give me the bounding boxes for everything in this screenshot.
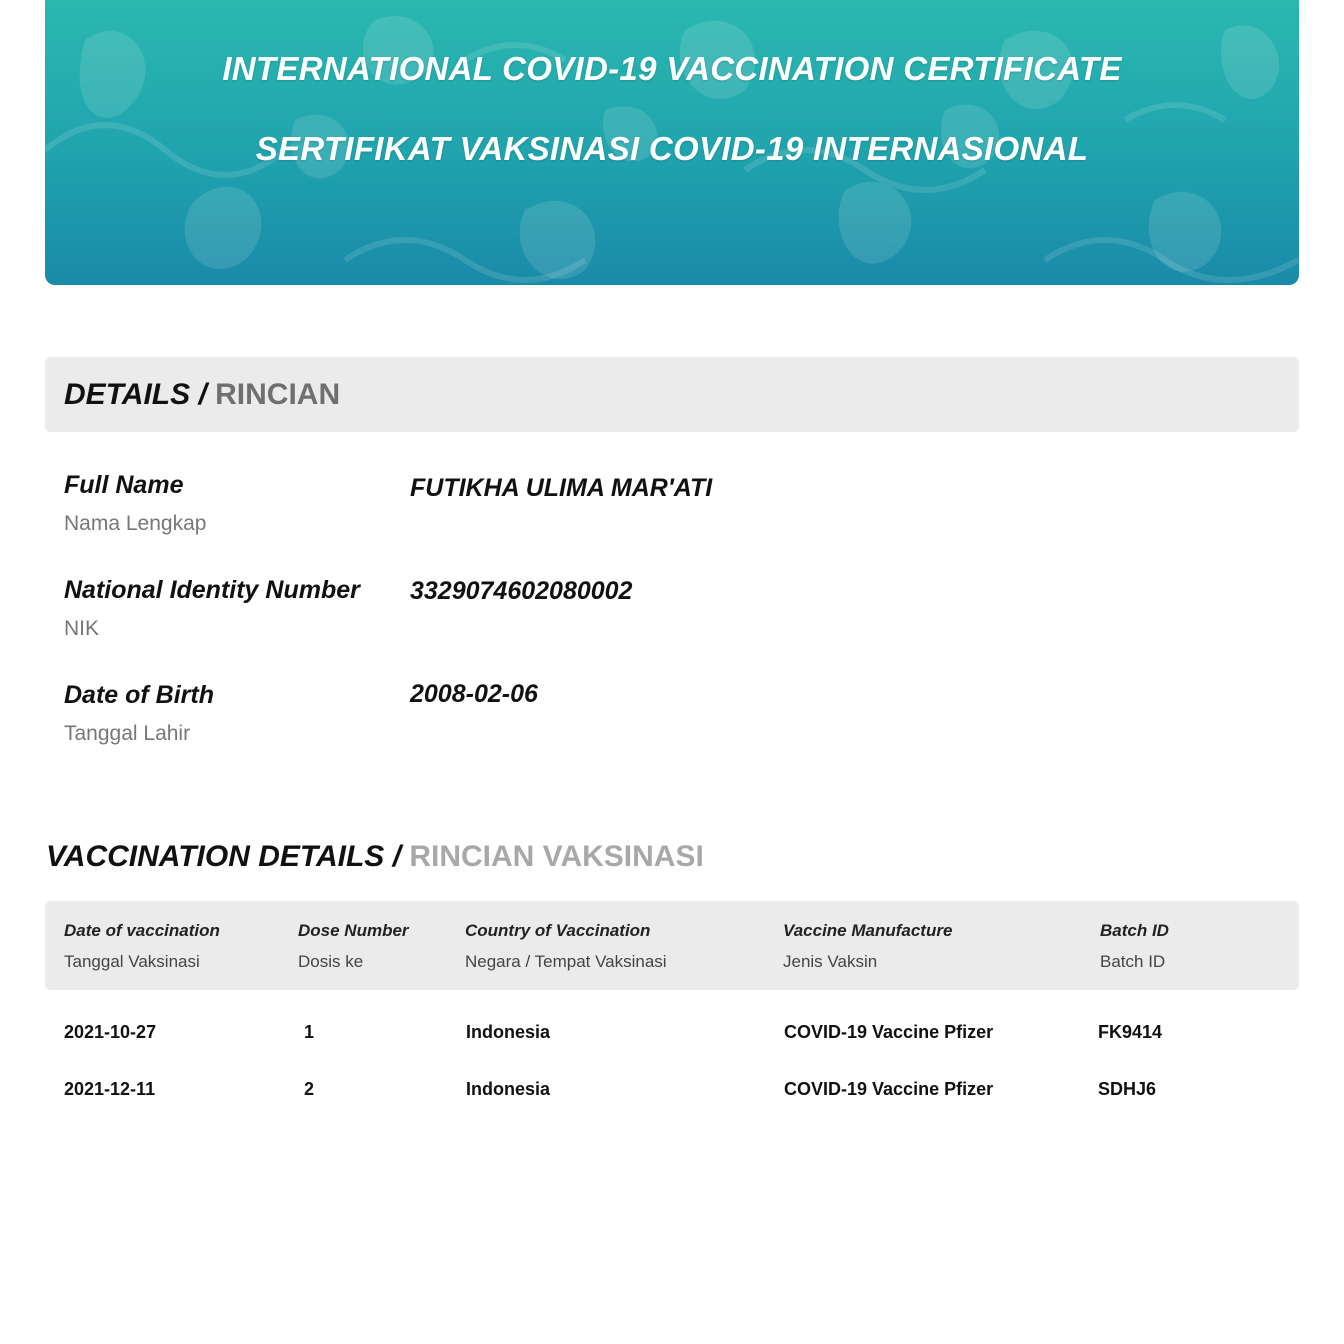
column-batch-id: Batch ID [1100, 952, 1166, 971]
vaccination-heading [46, 840, 704, 874]
details-heading-id: RINCIAN [215, 378, 341, 411]
row-country: Indonesia [466, 1079, 551, 1099]
dob-label-en: Date of Birth [64, 681, 214, 709]
details-heading-en: DETAILS / [64, 378, 207, 411]
row-country: Indonesia [466, 1022, 551, 1042]
vaccination-table-header [45, 901, 1299, 990]
certificate-title-id: SERTIFIKAT VAKSINASI COVID-19 INTERNASIONAL [255, 130, 1089, 167]
row-dose: 2 [304, 1079, 315, 1099]
nik-label [64, 576, 360, 641]
vaccination-heading-en: VACCINATION DETAILS / [46, 840, 401, 873]
row-batch: FK9414 [1098, 1022, 1163, 1042]
nik-value: 3329074602080002 [410, 577, 633, 605]
details-heading [64, 378, 340, 412]
certificate-title-en: INTERNATIONAL COVID-19 VACCINATION CERTIFICATE [222, 50, 1122, 87]
row-batch: SDHJ6 [1098, 1079, 1157, 1099]
column-dose-en: Dose Number [298, 921, 409, 940]
column-batch-en: Batch ID [1100, 921, 1169, 940]
column-country-en: Country of Vaccination [465, 921, 651, 940]
column-manufacture-id: Jenis Vaksin [783, 952, 878, 971]
row-date: 2021-12-11 [64, 1079, 156, 1099]
full-name-label-id: Nama Lengkap [64, 512, 207, 535]
nik-label-id: NIK [64, 617, 100, 640]
dob-label [64, 681, 214, 746]
details-section-header [45, 357, 1299, 432]
nik-label-en: National Identity Number [64, 576, 360, 604]
column-date [64, 921, 220, 972]
full-name-label [64, 471, 206, 536]
full-name-label-en: Full Name [64, 471, 184, 499]
column-dose [298, 921, 409, 972]
full-name-value: FUTIKHA ULIMA MAR'ATI [410, 474, 713, 502]
column-country-id: Negara / Tempat Vaksinasi [465, 952, 667, 971]
row-dose: 1 [304, 1022, 315, 1042]
column-dose-id: Dosis ke [298, 952, 364, 971]
row-manufacture: COVID-19 Vaccine Pfizer [784, 1079, 994, 1099]
column-date-en: Date of vaccination [64, 921, 220, 940]
column-country [465, 921, 667, 972]
certificate-banner [45, 0, 1299, 285]
column-date-id: Tanggal Vaksinasi [64, 952, 200, 971]
dob-value: 2008-02-06 [410, 680, 538, 708]
row-date: 2021-10-27 [64, 1022, 157, 1042]
vaccination-heading-id: RINCIAN VAKSINASI [409, 840, 704, 873]
row-manufacture: COVID-19 Vaccine Pfizer [784, 1022, 994, 1042]
column-manufacture-en: Vaccine Manufacture [783, 921, 953, 940]
column-manufacture [783, 921, 952, 972]
dob-label-id: Tanggal Lahir [64, 722, 191, 745]
column-batch [1100, 921, 1169, 972]
